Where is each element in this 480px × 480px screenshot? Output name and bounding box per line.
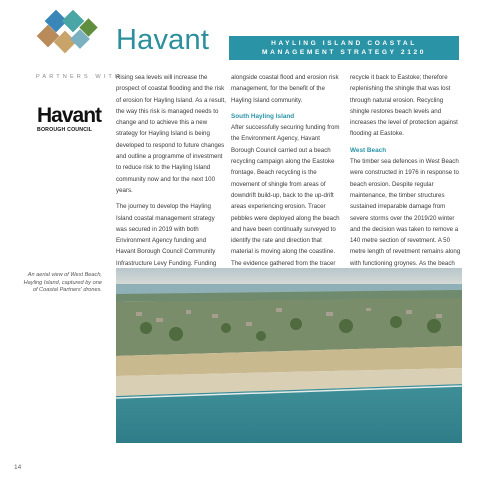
paragraph: The journey to develop the Hayling Island coastal management strategy was secured in 2019 with both Environment Agency funding and Havant Borough Council Community Infrastructure Levy Funding. Funding [116,203,217,267]
paragraph: recycle it back to Eastoke; therefore replenishing the shingle that was lost through natural erosion. Recycling shingle restores beach levels and increases the level of protection against flooding at Eastoke. [350,74,458,138]
paragraph: Rising sea levels will increase the prospect of coastal flooding and the risk of erosion for Hayling Island. As a result, the way this risk is managed needs to change and to achieve this a new strategy for Hayling Island is being developed to respond to future changes and outline a programme of investment to reduce risk to the Hayling Island community now and for the next 100 years. [116,74,226,194]
page-title: Havant [116,24,210,56]
paragraph: alongside coastal flood and erosion risk management, for the benefit of the Hayling Island community. [231,74,339,104]
aerial-photo-west-beach [116,268,462,443]
council-logo-name: Havant [37,104,102,127]
paragraph: The timber sea defences in West Beach were constructed in 1976 in response to beach erosion. Despite regular maintenance, the timber structures sustained irreparable damage from severe storms over the 2019/20 winter and the decision was taken to remove a 140 metre section of revetment. A 50 metre length of revetment remains along with functioning groynes. As the beach [350,158,461,267]
paragraph: After successfully securing funding from the Environment Agency, Havant Borough Council carried out a beach recycling campaign along the Eastoke frontage. Beach recycling is the movement of shingle from areas of downdrift build-up, back to the up-drift areas experiencing erosion. Tracer pebbles were deployed along the beach and have been continually surveyed to identify the rate and direction that material is moving along the coastline. The evidence gathered from the tracer [231,124,340,267]
havant-borough-council-logo [37,104,102,133]
photo-town [116,298,462,356]
partners-label: PARTNERS WITH [36,74,123,80]
strategy-banner [229,36,459,60]
section-heading-south-hayling: South Hayling Island [231,112,295,120]
page-number: 14 [14,464,22,471]
photo-caption: An aerial view of West Beach, Hayling Island, captured by one of Coastal Partners' drones. [23,272,102,294]
section-heading-west-beach: West Beach [350,146,387,154]
coastal-partners-logo [34,10,104,62]
banner-line-1: HAYLING ISLAND COASTAL [271,40,417,47]
council-logo-sub: BOROUGH COUNCIL [37,127,93,133]
text-column-3 [350,72,462,297]
banner-line-2: MANAGEMENT STRATEGY 2120 [261,49,426,56]
photo-sky [116,268,462,286]
